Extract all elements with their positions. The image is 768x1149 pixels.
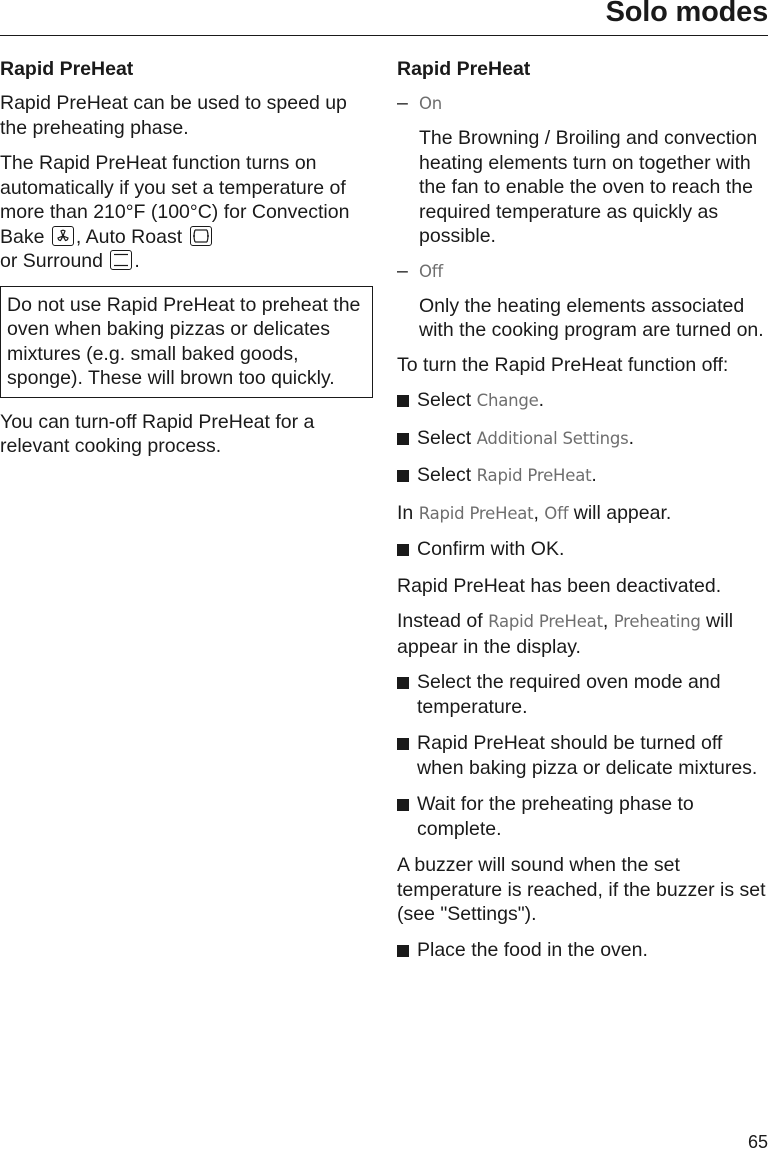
text-segment: .	[134, 250, 140, 272]
period: .	[538, 389, 545, 411]
turn-off-note: You can turn-off Rapid PreHeat for a relevant cooking process.	[0, 410, 315, 457]
step-text: Place the food in the oven.	[417, 938, 648, 961]
dash-marker: –	[397, 259, 408, 282]
period: .	[628, 426, 634, 449]
off-appears-line	[397, 501, 768, 527]
bullet-square	[397, 677, 409, 689]
in-text: In	[397, 501, 419, 524]
step-confirm	[397, 537, 768, 562]
step-text: Rapid PreHeat should be turned off when baking pizza or delicate mixtures.	[417, 732, 758, 779]
comma: ,	[602, 610, 614, 632]
instead-line	[397, 609, 768, 659]
option-off-description	[397, 294, 768, 343]
option-on	[397, 91, 768, 116]
bullet-square	[397, 433, 409, 445]
step-select-additional-settings	[397, 426, 768, 452]
warning-box	[0, 286, 373, 398]
option-off	[397, 259, 768, 284]
display-text-off: Off	[419, 261, 444, 281]
step-text: Wait for the preheating phase to complete.	[417, 793, 694, 840]
convection-bake-icon	[52, 226, 74, 246]
display-text-preheating: Preheating	[613, 612, 701, 631]
will-appear-display-text: will appear in the display.	[397, 610, 734, 658]
select-text: Select	[417, 464, 477, 486]
off-description-text: Only the heating elements associated with the cooking program are turned on.	[419, 294, 764, 341]
bullet-square	[397, 395, 409, 407]
bullet-square	[397, 470, 409, 482]
instead-text: Instead of	[397, 610, 489, 632]
text-segment: , Auto Roast	[75, 225, 188, 248]
page-number: 65	[747, 1132, 768, 1149]
bullet-square	[397, 799, 409, 811]
right-column	[397, 57, 768, 974]
confirm-text: Confirm with OK.	[417, 538, 565, 560]
display-text-additional-settings: Additional Settings	[476, 428, 629, 448]
intro-paragraph: Rapid PreHeat can be used to speed up the preheating phase.	[0, 92, 347, 139]
period: .	[591, 464, 597, 486]
right-heading: Rapid PreHeat	[397, 58, 531, 80]
auto-activation-paragraph	[0, 151, 373, 274]
bullet-square	[397, 738, 409, 750]
text-segment: The Rapid PreHeat function turns on automatically if you set a temperature of more than 210°F (100°C) for Convection Bake	[0, 152, 350, 248]
dash-marker: –	[397, 92, 408, 114]
auto-roast-icon	[190, 226, 212, 246]
comma: ,	[533, 501, 545, 524]
display-text-rapid-preheat: Rapid PreHeat	[476, 466, 592, 485]
display-text-change: Change	[476, 391, 539, 410]
text-segment: or Surround	[0, 250, 109, 272]
step-turn-off-note	[397, 731, 768, 780]
surround-icon	[110, 250, 132, 270]
page-header	[0, 0, 768, 36]
step-wait	[397, 792, 768, 841]
buzzer-note: A buzzer will sound when the set temperature is reached, if the buzzer is set (see "Settings").	[397, 854, 766, 925]
bullet-square	[397, 544, 409, 556]
bullet-square	[397, 945, 409, 957]
display-text-rapid-preheat: Rapid PreHeat	[488, 612, 603, 631]
will-appear-text: will appear.	[568, 501, 672, 524]
display-text-rapid-preheat: Rapid PreHeat	[418, 503, 534, 523]
display-text-on: On	[419, 94, 443, 113]
turn-off-intro: To turn the Rapid PreHeat function off:	[397, 353, 729, 376]
select-text: Select	[417, 389, 477, 411]
step-select-change	[397, 388, 768, 414]
select-text: Select	[417, 426, 477, 449]
display-text-off: Off	[544, 503, 569, 523]
deactivated-line: Rapid PreHeat has been deactivated.	[397, 574, 722, 597]
on-description-text: The Browning / Broiling and convection heating elements turn on together with the fan to enable the oven to reach the required temperature as quickly as possible.	[419, 127, 758, 247]
step-select-mode	[397, 670, 768, 719]
option-on-description	[397, 126, 768, 249]
left-heading: Rapid PreHeat	[0, 58, 134, 80]
warning-text: Do not use Rapid PreHeat to preheat the oven when baking pizzas or delicates mixtures (e.g. small baked goods, sponge). These will brown too quickly.	[7, 293, 361, 389]
step-select-rapid-preheat	[397, 463, 768, 489]
section-title: Solo modes	[605, 0, 768, 28]
left-column	[0, 57, 373, 470]
step-text: Select the required oven mode and temperature.	[417, 671, 721, 718]
step-place-food	[397, 938, 768, 963]
